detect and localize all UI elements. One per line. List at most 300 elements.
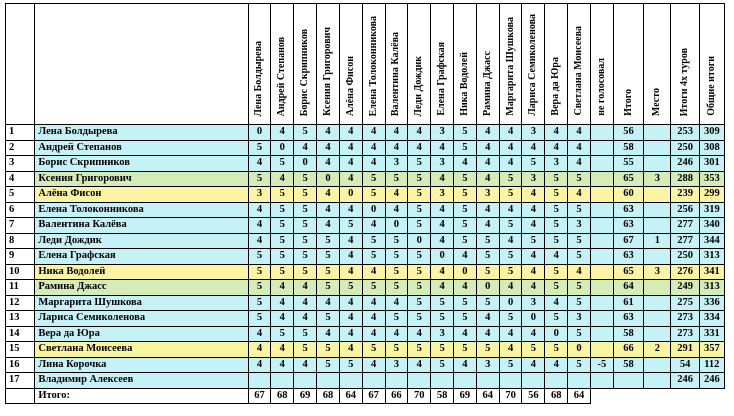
score-cell: 5 [499,264,522,280]
score-cell: 0 [271,140,294,156]
header-itogi-4-tours-label: Итоги 4х туров [679,47,691,116]
score-cell: 4 [317,156,340,172]
score-cell: 5 [545,342,568,358]
score-cell: 4 [545,125,568,141]
header-total [699,4,724,125]
score-cell: 5 [522,233,545,249]
mesto-cell: 1 [644,233,671,249]
score-cell: 5 [408,156,431,172]
itogi-4-tours-cell: 250 [671,140,699,156]
score-cell: 4 [476,311,499,327]
score-cell [476,373,499,389]
score-cell: 5 [568,171,591,187]
score-cell: 4 [431,264,454,280]
score-cell: 3 [431,156,454,172]
score-cell: 3 [248,187,271,203]
score-cell: 4 [499,202,522,218]
header-voter-1 [248,4,271,125]
score-cell: 4 [431,233,454,249]
score-cell: 4 [522,357,545,373]
row-number: 11 [6,280,35,296]
header-voter-10-label: Ника Водолей [458,52,470,116]
itogi-4-tours-cell: 246 [671,156,699,172]
score-cell: 3 [522,171,545,187]
totals-value: 58 [431,388,454,403]
totals-value: 70 [408,388,431,403]
mesto-cell [644,140,671,156]
score-cell: 4 [317,140,340,156]
score-cell: 3 [522,125,545,141]
score-cell [431,373,454,389]
itogo-cell: 58 [613,140,643,156]
totals-empty [644,388,671,403]
participant-name: Лариса Семиколенова [35,311,248,327]
total-cell: 340 [699,218,724,234]
header-voter-9-label: Елена Графская [436,42,448,116]
score-cell: 4 [248,156,271,172]
score-cell: 3 [568,311,591,327]
score-cell: 4 [362,264,385,280]
total-cell: 344 [699,233,724,249]
score-cell: 4 [522,280,545,296]
score-cell: 4 [385,187,408,203]
itogi-4-tours-cell: 246 [671,373,699,389]
score-cell: 4 [339,156,362,172]
score-cell: 3 [431,125,454,141]
participant-name: Леди Дождик [35,233,248,249]
score-cell: 5 [385,342,408,358]
score-cell: 5 [408,187,431,203]
score-cell: 5 [568,326,591,342]
header-mesto-label: Место [651,87,663,116]
score-cell: 0 [248,125,271,141]
table-row [6,295,725,311]
score-cell: 4 [431,171,454,187]
score-cell [590,125,613,141]
score-cell: 0 [317,171,340,187]
itogi-4-tours-cell: 273 [671,326,699,342]
score-cell: 5 [499,187,522,203]
row-number: 8 [6,233,35,249]
score-cell: 5 [408,342,431,358]
score-cell [590,342,613,358]
header-voter-5 [339,4,362,125]
score-cell: 3 [431,187,454,203]
participant-name: Владимир Алексеев [35,373,248,389]
score-cell: 4 [271,295,294,311]
score-cell: 3 [522,295,545,311]
participant-name: Рамина Джасс [35,280,248,296]
score-cell: 4 [568,187,591,203]
score-cell: 5 [454,295,477,311]
header-total-label: Общие итоги [705,56,717,116]
score-cell: 5 [385,311,408,327]
header-voter-11 [476,4,499,125]
score-cell [408,373,431,389]
totals-value: 64 [568,388,591,403]
score-cell: 4 [454,156,477,172]
mesto-cell [644,202,671,218]
header-voter-7 [385,4,408,125]
header-itogo [613,4,643,125]
score-cell: 4 [545,295,568,311]
participant-name: Лина Корочка [35,357,248,373]
score-cell: 5 [317,249,340,265]
header-voter-5-label: Алёна Фисон [344,55,356,116]
participant-name: Маргарита Шушкова [35,295,248,311]
score-cell: 5 [271,249,294,265]
totals-value: 56 [522,388,545,403]
score-cell: 5 [454,171,477,187]
itogi-4-tours-cell: 54 [671,357,699,373]
header-voter-2 [271,4,294,125]
score-cell: 5 [248,295,271,311]
score-cell: 4 [362,125,385,141]
row-number: 9 [6,249,35,265]
score-cell: 5 [545,187,568,203]
score-cell: 4 [385,326,408,342]
score-cell: 5 [454,218,477,234]
score-cell: 4 [522,202,545,218]
score-cell: 0 [362,202,385,218]
header-voter-1-label: Лена Болдырева [253,40,265,116]
score-cell [590,311,613,327]
table-row [6,156,725,172]
score-cell: 5 [454,140,477,156]
header-voter-6 [362,4,385,125]
itogi-4-tours-cell: 273 [671,311,699,327]
mesto-cell [644,187,671,203]
score-cell: 5 [339,280,362,296]
row-number: 17 [6,373,35,389]
score-cell: 5 [271,218,294,234]
score-cell: 5 [339,218,362,234]
score-cell: 4 [476,202,499,218]
total-cell: 319 [699,202,724,218]
score-cell: 5 [545,311,568,327]
row-number: 4 [6,171,35,187]
score-cell: 4 [248,202,271,218]
score-cell: 4 [294,295,317,311]
participant-name: Елена Толоконникова [35,202,248,218]
total-cell: 353 [699,171,724,187]
score-cell: 5 [362,280,385,296]
score-cell: 4 [339,295,362,311]
score-cell: 5 [362,249,385,265]
score-cell: 5 [522,342,545,358]
score-cell: 4 [362,218,385,234]
score-cell: 5 [522,156,545,172]
score-cell: 5 [568,249,591,265]
score-cell: 4 [271,342,294,358]
score-cell: 4 [431,202,454,218]
itogo-cell: 61 [613,295,643,311]
totals-row [6,388,725,403]
score-cell: 5 [454,233,477,249]
score-cell: 0 [476,280,499,296]
score-cell: 0 [499,295,522,311]
score-cell: 0 [522,311,545,327]
mesto-cell [644,249,671,265]
row-number: 15 [6,342,35,358]
score-cell: 3 [568,218,591,234]
score-cell: 5 [317,233,340,249]
score-cell: 5 [271,264,294,280]
score-cell: 5 [476,295,499,311]
score-cell: 4 [522,249,545,265]
score-cell: 3 [385,357,408,373]
score-cell: 5 [362,171,385,187]
total-cell: 309 [699,125,724,141]
score-cell: 0 [454,264,477,280]
score-cell: 4 [499,156,522,172]
score-cell: 4 [271,125,294,141]
score-cell: 5 [499,249,522,265]
participant-name: Светлана Моисеева [35,342,248,358]
totals-value: 69 [294,388,317,403]
score-cell: 0 [294,156,317,172]
score-cell: 5 [568,202,591,218]
header-voter-14-label: Вера да Юра [550,57,562,116]
score-cell: 4 [362,140,385,156]
itogo-cell: 65 [613,264,643,280]
row-number: 3 [6,156,35,172]
table-row [6,311,725,327]
score-cell: 4 [454,249,477,265]
table-row [6,249,725,265]
header-voter-10 [454,4,477,125]
score-cell: 0 [408,233,431,249]
mesto-cell [644,311,671,327]
itogo-cell: 65 [613,171,643,187]
score-cell: 5 [476,249,499,265]
row-number: 10 [6,264,35,280]
score-cell: 5 [408,280,431,296]
score-cell: 4 [248,326,271,342]
totals-empty [699,388,724,403]
score-cell: 4 [339,140,362,156]
score-cell: 5 [271,326,294,342]
table-row [6,233,725,249]
score-cell: 5 [317,311,340,327]
score-cell: -5 [590,357,613,373]
table-row [6,326,725,342]
itogo-cell: 55 [613,156,643,172]
header-voter-15 [568,4,591,125]
score-cell: 5 [385,249,408,265]
score-cell: 4 [522,187,545,203]
score-cell: 5 [454,125,477,141]
score-cell: 5 [248,280,271,296]
mesto-cell [644,156,671,172]
score-cell: 4 [248,233,271,249]
score-cell: 0 [568,342,591,358]
totals-value: 64 [339,388,362,403]
score-cell: 4 [248,342,271,358]
score-cell: 4 [499,140,522,156]
score-cell: 4 [339,342,362,358]
header-voter-13 [522,4,545,125]
score-cell: 5 [408,311,431,327]
score-cell: 5 [271,156,294,172]
total-cell: 308 [699,140,724,156]
score-cell [248,373,271,389]
score-cell: 5 [545,171,568,187]
score-cell: 5 [499,218,522,234]
itogo-cell: 63 [613,218,643,234]
participant-name: Ксения Григорович [35,171,248,187]
score-cell: 4 [545,357,568,373]
header-voter-13-label: Лариса Семиколенова [527,14,539,116]
score-cell: 5 [545,202,568,218]
score-cell [590,233,613,249]
row-number: 12 [6,295,35,311]
score-cell: 4 [362,295,385,311]
table-row [6,202,725,218]
table-row [6,373,725,389]
mesto-cell: 3 [644,264,671,280]
table-row [6,125,725,141]
score-cell: 5 [385,233,408,249]
itogo-cell: 56 [613,125,643,141]
score-cell: 5 [294,264,317,280]
score-cell: 4 [408,326,431,342]
header-voter-8 [408,4,431,125]
score-cell [294,373,317,389]
score-cell: 5 [454,311,477,327]
header-voter-9 [431,4,454,125]
score-cell [590,202,613,218]
score-cell: 5 [339,357,362,373]
score-cell: 5 [385,280,408,296]
score-cell: 4 [294,280,317,296]
mesto-cell [644,295,671,311]
total-cell: 334 [699,311,724,327]
score-cell: 4 [431,140,454,156]
score-cell [590,156,613,172]
score-cell: 3 [476,357,499,373]
participant-name: Вера да Юра [35,326,248,342]
score-cell: 5 [568,233,591,249]
itogi-4-tours-cell: 277 [671,233,699,249]
total-cell: 246 [699,373,724,389]
mesto-cell: 2 [644,342,671,358]
score-cell: 4 [271,357,294,373]
score-cell: 5 [294,125,317,141]
score-cell: 5 [545,233,568,249]
score-cell: 4 [339,326,362,342]
score-cell: 4 [522,218,545,234]
participant-name: Алёна Фисон [35,187,248,203]
score-cell: 5 [431,295,454,311]
score-cell: 4 [385,140,408,156]
mesto-cell [644,326,671,342]
score-cell: 3 [476,187,499,203]
totals-value: 68 [545,388,568,403]
total-cell: 357 [699,342,724,358]
score-cell: 4 [271,171,294,187]
score-cell: 4 [568,140,591,156]
score-cell [385,373,408,389]
score-cell: 5 [545,280,568,296]
table-row [6,357,725,373]
score-cell: 5 [271,233,294,249]
score-cell: 4 [362,156,385,172]
itogi-4-tours-cell: 276 [671,264,699,280]
score-cell: 4 [476,125,499,141]
score-cell: 4 [317,218,340,234]
score-cell: 4 [408,357,431,373]
score-cell: 4 [408,140,431,156]
score-cell: 4 [499,326,522,342]
score-cell: 4 [339,171,362,187]
score-cell: 4 [522,326,545,342]
score-cell: 4 [545,249,568,265]
table-row [6,280,725,296]
itogi-4-tours-cell: 249 [671,280,699,296]
itogo-cell: 60 [613,187,643,203]
itogi-4-tours-cell: 291 [671,342,699,358]
score-cell: 5 [408,171,431,187]
score-cell: 5 [294,249,317,265]
score-cell: 5 [271,187,294,203]
itogi-4-tours-cell: 275 [671,295,699,311]
score-cell: 4 [568,264,591,280]
score-cell: 4 [271,280,294,296]
score-cell: 5 [499,171,522,187]
score-cell: 4 [385,295,408,311]
score-cell: 4 [317,125,340,141]
score-cell [568,373,591,389]
itogi-4-tours-cell: 256 [671,202,699,218]
score-cell [590,280,613,296]
score-cell: 4 [339,202,362,218]
score-cell [590,140,613,156]
score-cell: 4 [248,357,271,373]
itogo-cell: 58 [613,357,643,373]
header-voter-3-label: Борис Скрипников [299,28,311,116]
totals-value: 66 [385,388,408,403]
header-voter-15-label: Светлана Моисеева [573,26,585,116]
participant-name: Ника Водолей [35,264,248,280]
score-cell [362,373,385,389]
score-cell: 4 [271,311,294,327]
score-cell: 4 [339,311,362,327]
totals-empty [590,388,613,403]
totals-value: 70 [499,388,522,403]
total-cell: 313 [699,280,724,296]
score-cell: 4 [522,264,545,280]
score-cell: 5 [408,218,431,234]
mesto-cell [644,125,671,141]
mesto-cell: 3 [644,171,671,187]
score-cell: 5 [317,264,340,280]
score-cell: 3 [385,156,408,172]
score-cell: 5 [431,311,454,327]
score-cell [454,373,477,389]
header-corner-name [35,4,248,125]
score-cell: 4 [568,156,591,172]
score-cell: 5 [454,342,477,358]
totals-value: 69 [454,388,477,403]
score-cell [590,218,613,234]
participant-name: Валентина Калёва [35,218,248,234]
header-voter-16 [590,4,613,125]
score-cell: 5 [385,171,408,187]
score-cell [271,373,294,389]
itogo-cell [613,373,643,389]
total-cell: 336 [699,295,724,311]
